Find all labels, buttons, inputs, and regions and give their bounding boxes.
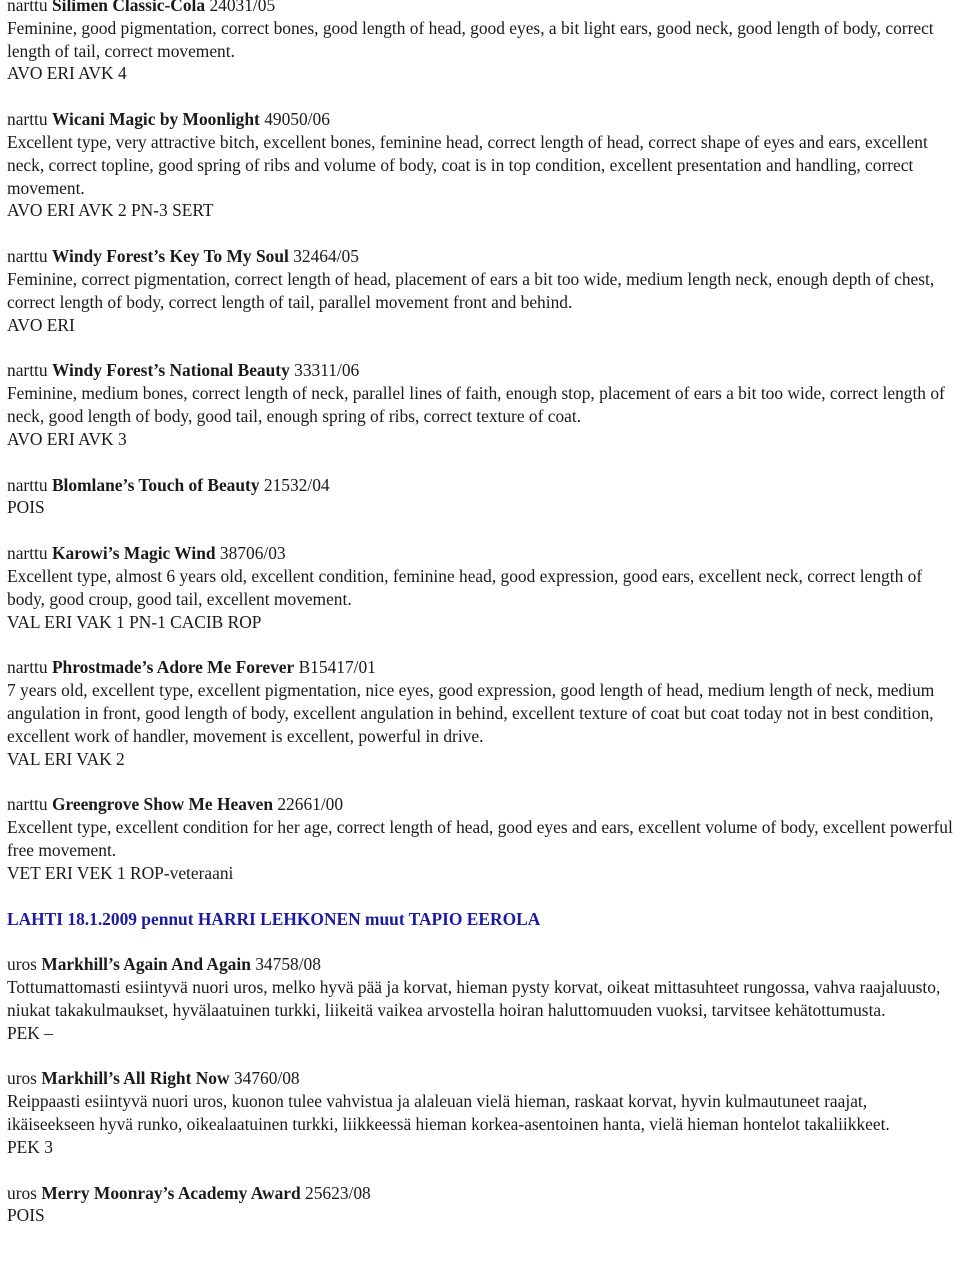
dog-name: Windy Forest’s National Beauty: [51, 360, 290, 381]
dog-sex: narttu: [7, 657, 48, 678]
registration-number: 33311/06: [294, 360, 360, 381]
result-line: VAL ERI VAK 1 PN-1 CACIB ROP: [7, 611, 262, 632]
entries-before: [7, 0, 956, 885]
dog-sex: uros: [7, 954, 37, 975]
dog-entry: [7, 793, 956, 884]
entry-title-line: [7, 0, 956, 17]
dog-name: Silimen Classic-Cola: [51, 0, 206, 15]
registration-number: 32464/05: [293, 246, 359, 267]
entry-title-line: [7, 245, 956, 268]
dog-entry: [7, 359, 956, 450]
dog-sex: narttu: [7, 360, 48, 381]
dog-entry: [7, 108, 956, 222]
dog-sex: narttu: [7, 794, 48, 815]
entry-title-line: [7, 108, 956, 131]
entry-title-line: [7, 1067, 956, 1090]
registration-number: B15417/01: [298, 657, 376, 678]
dog-name: Markhill’s Again And Again: [41, 954, 251, 975]
dog-entry: [7, 656, 956, 770]
dog-entry: [7, 474, 956, 520]
dog-sex: narttu: [7, 109, 48, 130]
critique-text: Tottumattomasti esiintyvä nuori uros, melko hyvä pää ja korvat, hieman pysty korvat, oikeat mittasuhteet rungossa, vahva raajaluusto, niukat takakulmaukset, hyvälaatuinen turkki, liikeitä vaikea arvostella hoiran haluttomuuden vuoksi, tarvitsee kehätottumusta.: [7, 977, 941, 1020]
entry-title-line: [7, 793, 956, 816]
registration-number: 49050/06: [264, 109, 330, 130]
entry-title-line: [7, 656, 956, 679]
dog-name: Greengrove Show Me Heaven: [51, 794, 273, 815]
entry-title-line: [7, 542, 956, 565]
dog-name: Wicani Magic by Moonlight: [51, 109, 260, 130]
result-line: AVO ERI AVK 2 PN-3 SERT: [7, 200, 214, 221]
registration-number: 38706/03: [219, 543, 286, 564]
result-line: VAL ERI VAK 2: [7, 748, 125, 769]
registration-number: 34758/08: [255, 954, 321, 975]
critique-text: Excellent type, almost 6 years old, excellent condition, feminine head, good expression, good ears, excellent neck, correct length of body, good croup, good tail, excellent movement.: [7, 565, 923, 609]
entry-title-line: [7, 1182, 956, 1205]
critique-text: Excellent type, excellent condition for her age, correct length of head, good eyes and ears, excellent volume of body, excellent powerful free movement.: [7, 817, 953, 860]
critique-text: Feminine, correct pigmentation, correct length of head, placement of ears a bit too wide, medium length neck, enough depth of chest, correct length of body, correct length of tail, parallel movement front and behind.: [7, 268, 935, 312]
dog-entry: [7, 1182, 956, 1228]
result-line: PEK –: [7, 1022, 53, 1043]
result-line: POIS: [7, 497, 45, 518]
critique-text: 7 years old, excellent type, excellent pigmentation, nice eyes, good expression, good length of head, medium length of neck, medium angulation in front, good length of body, excellent angulation in behind, excellent texture of coat but coat today not in best condition, excellent work of handler, movement is excellent, powerful in drive.: [7, 680, 935, 746]
dog-sex: narttu: [7, 543, 48, 564]
dog-name: Windy Forest’s Key To My Soul: [51, 246, 289, 267]
result-line: PEK 3: [7, 1136, 53, 1157]
critique-text: Reippaasti esiintyvä nuori uros, kuonon tulee vahvistua ja alaleuan vielä hieman, raskaat korvat, hyvin kulmautuneet raajat, ikäiseekseen hyvä runko, oikealaatuinen turkki, liikkeessä hieman korkea-asentoinen hanta, vielä hieman hontelot takaliikkeet.: [7, 1091, 890, 1135]
critique-text: Excellent type, very attractive bitch, excellent bones, feminine head, correct length of head, correct shape of eyes and ears, excellent neck, correct topline, good spring of ribs and volume of body, coat is in top condition, excellent presentation and handling, correct movement.: [7, 131, 928, 198]
dog-entry: [7, 953, 956, 1044]
entry-title-line: [7, 953, 956, 976]
critique-text: Feminine, medium bones, correct length of neck, parallel lines of faith, enough stop, placement of ears a bit too wide, correct length of neck, good length of body, good tail, enough spring of ribs, correct texture of coat.: [7, 383, 945, 426]
dog-entry: [7, 0, 956, 85]
dog-name: Karowi’s Magic Wind: [51, 543, 216, 564]
result-line: AVO ERI AVK 3: [7, 428, 127, 449]
dog-sex: uros: [7, 1182, 37, 1203]
result-line: VET ERI VEK 1 ROP-veteraani: [7, 862, 234, 883]
dog-name: Phrostmade’s Adore Me Forever: [51, 657, 295, 678]
critique-text: Feminine, good pigmentation, correct bones, good length of head, good eyes, a bit light ears, good neck, good length of body, correct length of tail, correct movement.: [7, 17, 934, 61]
registration-number: 21532/04: [263, 474, 330, 495]
registration-number: 25623/08: [305, 1182, 371, 1203]
dog-sex: narttu: [7, 246, 48, 267]
dog-sex: uros: [7, 1068, 37, 1089]
result-line: POIS: [7, 1205, 45, 1226]
show-heading: LAHTI 18.1.2009 pennut HARRI LEHKONEN muut TAPIO EEROLA: [7, 908, 541, 929]
dog-name: Blomlane’s Touch of Beauty: [51, 474, 260, 495]
entries-after: [7, 953, 956, 1227]
dog-entry: [7, 542, 956, 633]
dog-name: Markhill’s All Right Now: [41, 1068, 230, 1089]
entry-title-line: [7, 474, 956, 497]
dog-sex: narttu: [7, 474, 48, 495]
dog-name: Merry Moonray’s Academy Award: [41, 1182, 301, 1203]
entry-title-line: [7, 359, 956, 382]
result-line: AVO ERI AVK 4: [7, 63, 127, 84]
dog-sex: narttu: [7, 0, 48, 15]
registration-number: 24031/05: [209, 0, 276, 15]
dog-entry: [7, 1067, 956, 1158]
registration-number: 22661/00: [277, 794, 344, 815]
registration-number: 34760/08: [233, 1068, 300, 1089]
result-line: AVO ERI: [7, 314, 75, 335]
dog-entry: [7, 245, 956, 336]
